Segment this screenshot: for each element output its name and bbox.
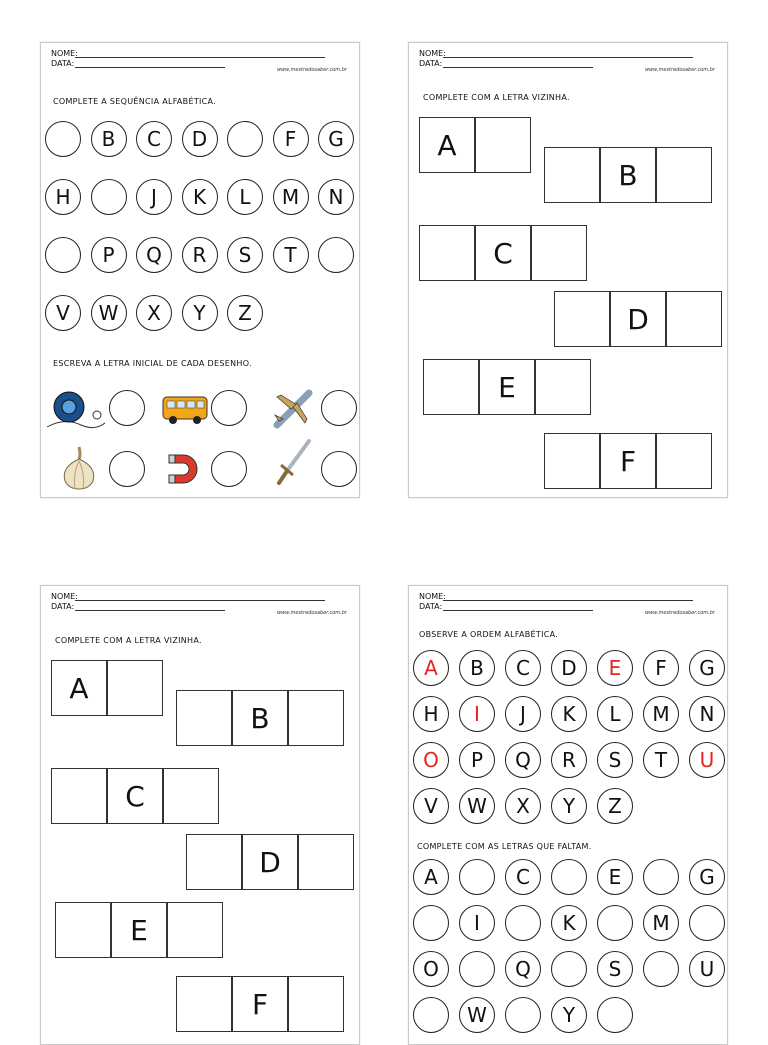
date-label: DATA: bbox=[51, 59, 75, 68]
letter-box: E bbox=[479, 359, 535, 415]
instruction: ESCREVA A LETRA INICIAL DE CADA DESENHO. bbox=[53, 359, 252, 368]
letter-circle: B bbox=[459, 650, 495, 686]
letter-circle: S bbox=[227, 237, 263, 273]
header bbox=[419, 592, 717, 612]
blank-circle[interactable] bbox=[597, 905, 633, 941]
letter-circle: U bbox=[689, 742, 725, 778]
answer-circle[interactable] bbox=[321, 451, 357, 487]
letter-box: D bbox=[610, 291, 666, 347]
header bbox=[419, 49, 717, 69]
site-url: www.mestredosaber.com.br bbox=[276, 610, 347, 616]
blank-circle[interactable] bbox=[45, 121, 81, 157]
instruction: COMPLETE COM A LETRA VIZINHA. bbox=[55, 636, 202, 645]
letter-circle: X bbox=[136, 295, 172, 331]
blank-circle[interactable] bbox=[597, 997, 633, 1033]
letter-circle: O bbox=[413, 951, 449, 987]
letter-circle: K bbox=[551, 696, 587, 732]
letter-box: A bbox=[419, 117, 475, 173]
blank-box[interactable] bbox=[544, 433, 600, 489]
letter-box: C bbox=[475, 225, 531, 281]
letter-circle: O bbox=[413, 742, 449, 778]
letter-circle: I bbox=[459, 905, 495, 941]
blank-box[interactable] bbox=[55, 902, 111, 958]
blank-circle[interactable] bbox=[505, 997, 541, 1033]
blank-box[interactable] bbox=[531, 225, 587, 281]
letter-circle: I bbox=[459, 696, 495, 732]
answer-circle[interactable] bbox=[211, 451, 247, 487]
letter-circle: H bbox=[413, 696, 449, 732]
letter-circle: Y bbox=[551, 788, 587, 824]
letter-circle: K bbox=[182, 179, 218, 215]
airplane-icon bbox=[271, 387, 315, 431]
letter-circle: R bbox=[182, 237, 218, 273]
blank-circle[interactable] bbox=[551, 951, 587, 987]
letter-circle: W bbox=[459, 997, 495, 1033]
letter-box: C bbox=[107, 768, 163, 824]
blank-box[interactable] bbox=[656, 433, 712, 489]
answer-circle[interactable] bbox=[321, 390, 357, 426]
letter-circle: G bbox=[689, 859, 725, 895]
instruction: COMPLETE COM AS LETRAS QUE FALTAM. bbox=[417, 842, 592, 851]
answer-circle[interactable] bbox=[211, 390, 247, 426]
letter-circle: B bbox=[91, 121, 127, 157]
letter-circle: E bbox=[597, 859, 633, 895]
blank-circle[interactable] bbox=[227, 121, 263, 157]
sword-icon bbox=[273, 439, 313, 489]
worksheet-neighbor-letter bbox=[408, 42, 728, 498]
letter-box: E bbox=[111, 902, 167, 958]
letter-circle: R bbox=[551, 742, 587, 778]
answer-circle[interactable] bbox=[109, 451, 145, 487]
letter-circle: M bbox=[643, 905, 679, 941]
blank-box[interactable] bbox=[298, 834, 354, 890]
blank-circle[interactable] bbox=[505, 905, 541, 941]
date-label: DATA: bbox=[419, 602, 443, 611]
blank-circle[interactable] bbox=[413, 905, 449, 941]
letter-circle: L bbox=[597, 696, 633, 732]
blank-circle[interactable] bbox=[45, 237, 81, 273]
letter-circle: Q bbox=[136, 237, 172, 273]
site-url: www.mestredosaber.com.br bbox=[276, 67, 347, 73]
letter-circle: D bbox=[551, 650, 587, 686]
blank-box[interactable] bbox=[51, 768, 107, 824]
blank-box[interactable] bbox=[163, 768, 219, 824]
letter-circle: M bbox=[273, 179, 309, 215]
blank-box[interactable] bbox=[186, 834, 242, 890]
letter-circle: G bbox=[318, 121, 354, 157]
blank-circle[interactable] bbox=[689, 905, 725, 941]
letter-circle: G bbox=[689, 650, 725, 686]
worksheet-alphabet-order bbox=[408, 585, 728, 1045]
blank-box[interactable] bbox=[107, 660, 163, 716]
letter-circle: C bbox=[136, 121, 172, 157]
letter-box: F bbox=[600, 433, 656, 489]
site-url: www.mestredosaber.com.br bbox=[644, 610, 715, 616]
blank-circle[interactable] bbox=[459, 951, 495, 987]
blank-circle[interactable] bbox=[91, 179, 127, 215]
worksheet-alphabet-sequence bbox=[40, 42, 360, 498]
letter-circle: Q bbox=[505, 951, 541, 987]
letter-circle: F bbox=[643, 650, 679, 686]
blank-box[interactable] bbox=[544, 147, 600, 203]
letter-circle: T bbox=[643, 742, 679, 778]
blank-circle[interactable] bbox=[318, 237, 354, 273]
letter-circle: H bbox=[45, 179, 81, 215]
letter-circle: S bbox=[597, 951, 633, 987]
blank-box[interactable] bbox=[167, 902, 223, 958]
letter-circle: S bbox=[597, 742, 633, 778]
letter-circle: D bbox=[182, 121, 218, 157]
blank-box[interactable] bbox=[423, 359, 479, 415]
letter-circle: M bbox=[643, 696, 679, 732]
instruction: OBSERVE A ORDEM ALFABÉTICA. bbox=[419, 630, 559, 639]
letter-circle: F bbox=[273, 121, 309, 157]
date-label: DATA: bbox=[419, 59, 443, 68]
letter-circle: A bbox=[413, 859, 449, 895]
letter-circle: L bbox=[227, 179, 263, 215]
name-label: NOME: bbox=[51, 592, 78, 601]
blank-box[interactable] bbox=[656, 147, 712, 203]
letter-circle: Q bbox=[505, 742, 541, 778]
yoyo-icon bbox=[45, 387, 111, 433]
letter-box: B bbox=[600, 147, 656, 203]
letter-circle: Z bbox=[597, 788, 633, 824]
name-label: NOME: bbox=[419, 592, 446, 601]
letter-circle: N bbox=[689, 696, 725, 732]
blank-box[interactable] bbox=[475, 117, 531, 173]
letter-box: F bbox=[232, 976, 288, 1032]
letter-circle: U bbox=[689, 951, 725, 987]
date-label: DATA: bbox=[51, 602, 75, 611]
letter-box: A bbox=[51, 660, 107, 716]
blank-box[interactable] bbox=[288, 690, 344, 746]
letter-circle: Z bbox=[227, 295, 263, 331]
blank-circle[interactable] bbox=[551, 859, 587, 895]
letter-circle: Y bbox=[551, 997, 587, 1033]
header bbox=[51, 49, 349, 69]
instruction: COMPLETE COM A LETRA VIZINHA. bbox=[423, 93, 570, 102]
site-url: www.mestredosaber.com.br bbox=[644, 67, 715, 73]
letter-circle: C bbox=[505, 859, 541, 895]
letter-circle: A bbox=[413, 650, 449, 686]
name-label: NOME: bbox=[51, 49, 78, 58]
letter-circle: W bbox=[91, 295, 127, 331]
letter-box: B bbox=[232, 690, 288, 746]
blank-box[interactable] bbox=[419, 225, 475, 281]
letter-circle: P bbox=[459, 742, 495, 778]
letter-circle: E bbox=[597, 650, 633, 686]
letter-circle: K bbox=[551, 905, 587, 941]
blank-circle[interactable] bbox=[413, 997, 449, 1033]
blank-box[interactable] bbox=[554, 291, 610, 347]
blank-circle[interactable] bbox=[643, 951, 679, 987]
letter-box: D bbox=[242, 834, 298, 890]
letter-circle: Y bbox=[182, 295, 218, 331]
letter-circle: T bbox=[273, 237, 309, 273]
letter-circle: P bbox=[91, 237, 127, 273]
letter-circle: W bbox=[459, 788, 495, 824]
letter-circle: J bbox=[136, 179, 172, 215]
garlic-icon bbox=[59, 445, 99, 491]
magnet-icon bbox=[165, 451, 203, 487]
blank-circle[interactable] bbox=[643, 859, 679, 895]
blank-box[interactable] bbox=[535, 359, 591, 415]
letter-circle: V bbox=[413, 788, 449, 824]
blank-box[interactable] bbox=[176, 690, 232, 746]
instruction: COMPLETE A SEQUÊNCIA ALFABÉTICA. bbox=[53, 97, 217, 106]
letter-circle: N bbox=[318, 179, 354, 215]
answer-circle[interactable] bbox=[109, 390, 145, 426]
header bbox=[51, 592, 349, 612]
bus-icon bbox=[161, 393, 209, 425]
letter-circle: C bbox=[505, 650, 541, 686]
blank-box[interactable] bbox=[666, 291, 722, 347]
worksheet-neighbor-letter bbox=[40, 585, 360, 1045]
letter-circle: J bbox=[505, 696, 541, 732]
name-label: NOME: bbox=[419, 49, 446, 58]
blank-circle[interactable] bbox=[459, 859, 495, 895]
letter-circle: V bbox=[45, 295, 81, 331]
letter-circle: X bbox=[505, 788, 541, 824]
